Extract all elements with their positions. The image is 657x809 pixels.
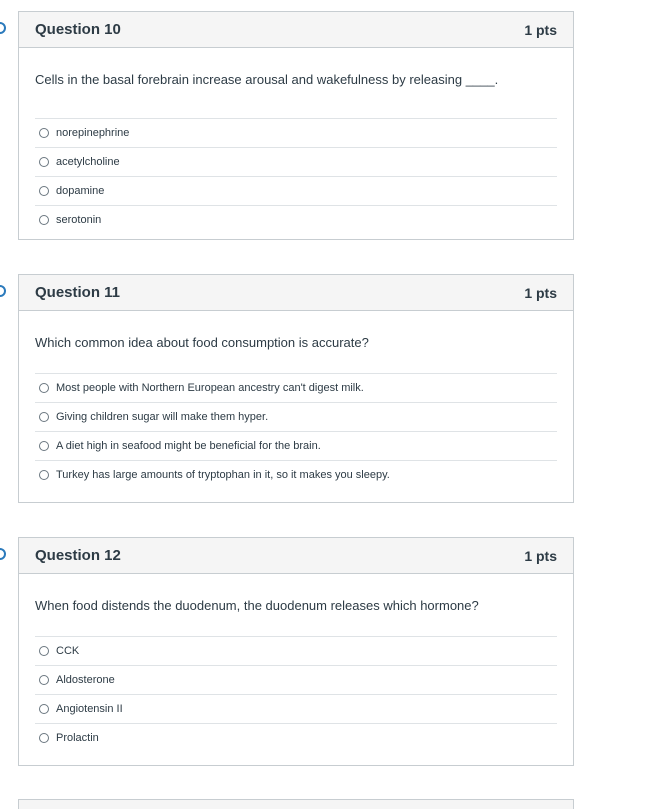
radio-button-icon[interactable] <box>39 470 49 480</box>
question-header <box>19 538 573 574</box>
question-flag-icon[interactable] <box>0 22 6 34</box>
answer-label: A diet high in seafood might be beneficial for the brain. <box>56 440 321 452</box>
answer-option[interactable] <box>35 206 557 234</box>
answer-option[interactable] <box>35 461 557 489</box>
question-points: 1 pts <box>524 547 557 564</box>
question-header <box>19 12 573 48</box>
radio-button-icon[interactable] <box>39 383 49 393</box>
question-points: 1 pts <box>524 284 557 301</box>
radio-button-icon[interactable] <box>39 215 49 225</box>
question-body <box>19 48 573 234</box>
radio-button-icon[interactable] <box>39 441 49 451</box>
question-header <box>19 275 573 311</box>
radio-button-icon[interactable] <box>39 646 49 656</box>
answer-label: Most people with Northern European ancestry can't digest milk. <box>56 382 364 394</box>
question-12 <box>18 537 574 766</box>
question-next-partial <box>18 799 574 809</box>
radio-button-icon[interactable] <box>39 675 49 685</box>
radio-button-icon[interactable] <box>39 733 49 743</box>
answer-label: Giving children sugar will make them hyper. <box>56 411 269 423</box>
answer-label: Angiotensin II <box>56 703 123 715</box>
question-body <box>19 574 573 752</box>
answer-option[interactable] <box>35 432 557 461</box>
question-points: 1 pts <box>524 21 557 38</box>
answer-list <box>35 373 557 489</box>
radio-button-icon[interactable] <box>39 704 49 714</box>
answer-option[interactable] <box>35 724 557 752</box>
question-11 <box>18 274 574 503</box>
answer-option[interactable] <box>35 637 557 666</box>
question-title: Question 10 <box>35 21 121 38</box>
answer-option[interactable] <box>35 177 557 206</box>
answer-list <box>35 118 557 234</box>
question-text: When food distends the duodenum, the duodenum releases which hormone? <box>35 598 479 613</box>
radio-button-icon[interactable] <box>39 128 49 138</box>
question-body <box>19 311 573 489</box>
answer-label: dopamine <box>56 185 105 197</box>
answer-label: CCK <box>56 645 80 657</box>
question-flag-icon[interactable] <box>0 285 6 297</box>
radio-button-icon[interactable] <box>39 157 49 167</box>
question-header <box>19 800 573 809</box>
answer-label: acetylcholine <box>56 156 120 168</box>
answer-label: norepinephrine <box>56 127 130 139</box>
answer-option[interactable] <box>35 148 557 177</box>
answer-option[interactable] <box>35 374 557 403</box>
answer-label: Prolactin <box>56 732 99 744</box>
answer-option[interactable] <box>35 403 557 432</box>
answer-option[interactable] <box>35 666 557 695</box>
radio-button-icon[interactable] <box>39 186 49 196</box>
answer-label: Aldosterone <box>56 674 115 686</box>
question-flag-icon[interactable] <box>0 548 6 560</box>
question-title: Question 12 <box>35 547 121 564</box>
answer-option[interactable] <box>35 119 557 148</box>
question-text: Which common idea about food consumption is accurate? <box>35 335 369 350</box>
radio-button-icon[interactable] <box>39 412 49 422</box>
answer-option[interactable] <box>35 695 557 724</box>
answer-label: serotonin <box>56 214 102 226</box>
question-10 <box>18 11 574 240</box>
answer-list <box>35 636 557 752</box>
question-text: Cells in the basal forebrain increase arousal and wakefulness by releasing ____. <box>35 72 499 87</box>
question-title: Question 11 <box>35 284 121 301</box>
answer-label: Turkey has large amounts of tryptophan in it, so it makes you sleepy. <box>56 469 390 481</box>
